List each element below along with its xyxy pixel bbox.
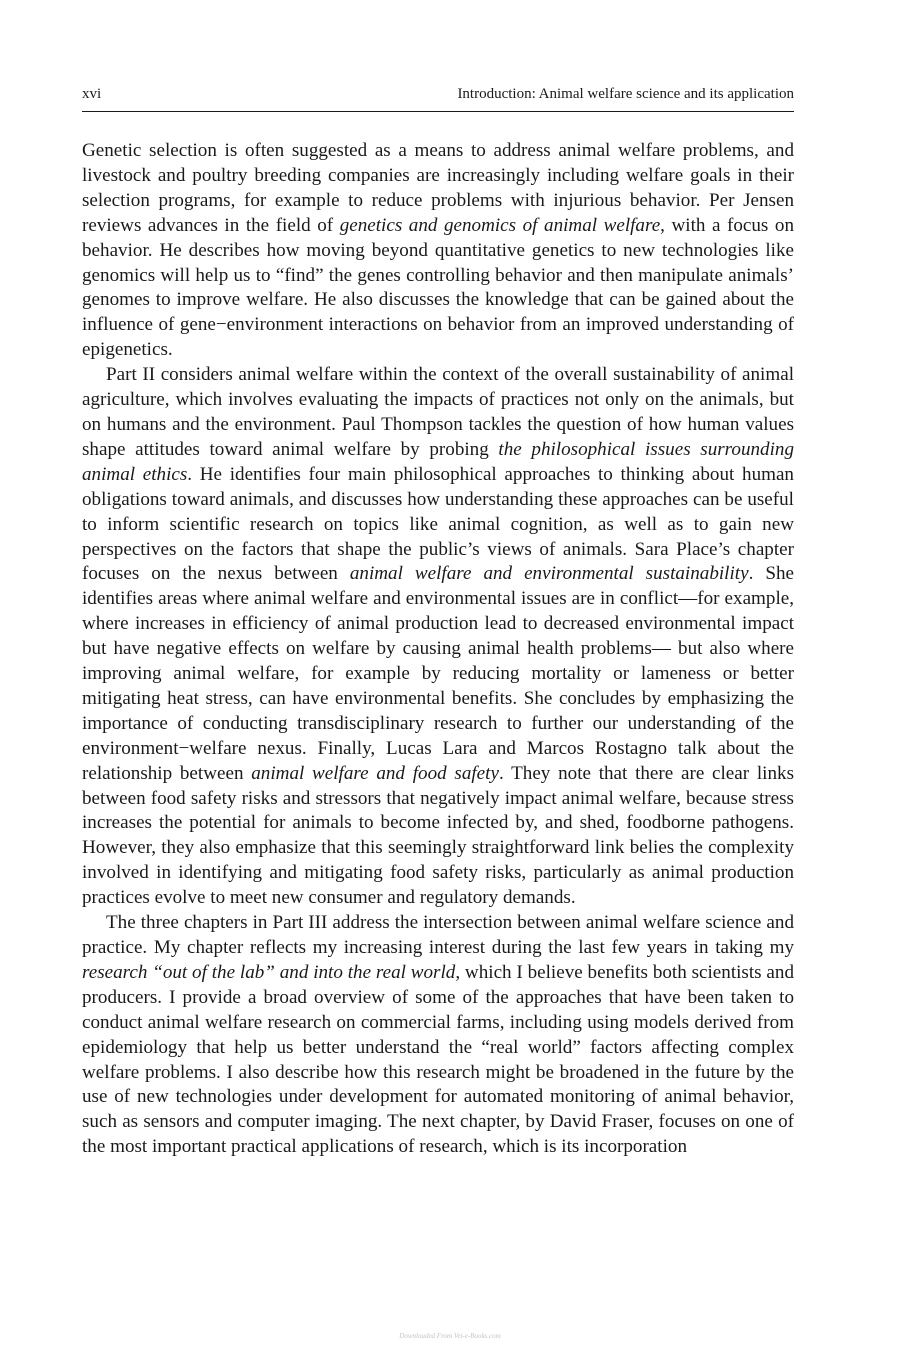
- text-run: , which I believe benefits both scientists and producers. I provide a broad overview of some of the approaches that have been taken to conduct animal welfare research on commercial farms, including using models derived from epidemiology that help us better understand the “real world” factors affecting complex welfare problems. I also describe how this research might be broadened in the future by the use of new technologies under development for automated monitoring of animal behavior, such as sensors and computer imaging. The next chapter, by David Fraser, focuses on one of the most important practical applications of research, which is its incorporation: [82, 961, 794, 1158]
- book-page: [82, 0, 794, 1350]
- italic-phrase: research “out of the lab” and into the real world: [82, 961, 456, 983]
- paragraph: [82, 911, 794, 1160]
- text-run: Part II considers animal welfare within the context of the overall sustainability of animal agriculture, which involves evaluating the impacts of practices not only on the animals, but on humans and the environment. Paul Thompson tackles the question of how human values shape attitudes toward animal welfare by probing: [82, 364, 794, 460]
- text-run: , with a focus on behavior. He describes how moving beyond quantitative genetics to new technologies like genomics will help us to “find” the genes controlling behavior and then manipulate animals’ genomes to improve welfare. He also discusses the knowledge that can be gained about the influence of gene−environment interactions on behavior from an improved understanding of epigenetics.: [82, 214, 794, 361]
- body-text: [82, 139, 794, 1160]
- text-run: . She identifies areas where animal welfare and environmental issues are in conflict—for example, where increases in efficiency of animal production lead to decreased environmental impact but have negative effects on welfare by causing animal health problems— but also where improving animal welfare, for example by reducing mortality or lameness or better mitigating heat stress, can have environmental benefits. She concludes by emphasizing the importance of conducting transdisciplinary research to further our understanding of the environment−welfare nexus. Finally, Lucas Lara and Marcos Rostagno talk about the relationship between: [82, 563, 794, 784]
- text-run: The three chapters in Part III address the intersection between animal welfare science and practice. My chapter reflects my increasing interest during the last few years in taking my: [82, 912, 794, 958]
- running-title: Introduction: Animal welfare science and its application: [457, 86, 794, 102]
- italic-phrase: animal welfare and food safety: [251, 762, 499, 784]
- text-run: Genetic selection is often suggested as a means to address animal welfare problems, and livestock and poultry breeding companies are increasingly including welfare goals in their selection programs, for example to reduce problems with injurious behavior. Per Jensen reviews advances in the field of: [82, 140, 794, 236]
- italic-phrase: animal welfare and environmental sustainability: [349, 563, 749, 585]
- running-head: [82, 84, 794, 104]
- text-run: . They note that there are clear links between food safety risks and stressors that negatively impact animal welfare, because stress increases the potential for animals to become infected by, and shed, foodborne pathogens. However, they also emphasize that this seemingly straightforward link belies the complexity involved in identifying and mitigating food safety risks, particularly as animal production practices evolve to meet new consumer and regulatory demands.: [82, 762, 794, 909]
- text-run: . He identifies four main philosophical approaches to thinking about human obligations toward animals, and discusses how understanding these approaches can be useful to inform scientific research on topics like animal cognition, as well as to gain new perspectives on the factors that shape the public’s views of animals. Sara Place’s chapter focuses on the nexus between: [82, 463, 794, 585]
- italic-phrase: genetics and genomics of animal welfare: [339, 214, 661, 236]
- header-rule: [82, 111, 794, 112]
- download-watermark: Downloaded From Vet-e-Books.com: [399, 1332, 501, 1340]
- paragraph: [82, 363, 794, 911]
- paragraph: [82, 139, 794, 363]
- page-number: xvi: [82, 86, 102, 102]
- italic-phrase: the philosophical issues surrounding animal ethics: [82, 438, 794, 485]
